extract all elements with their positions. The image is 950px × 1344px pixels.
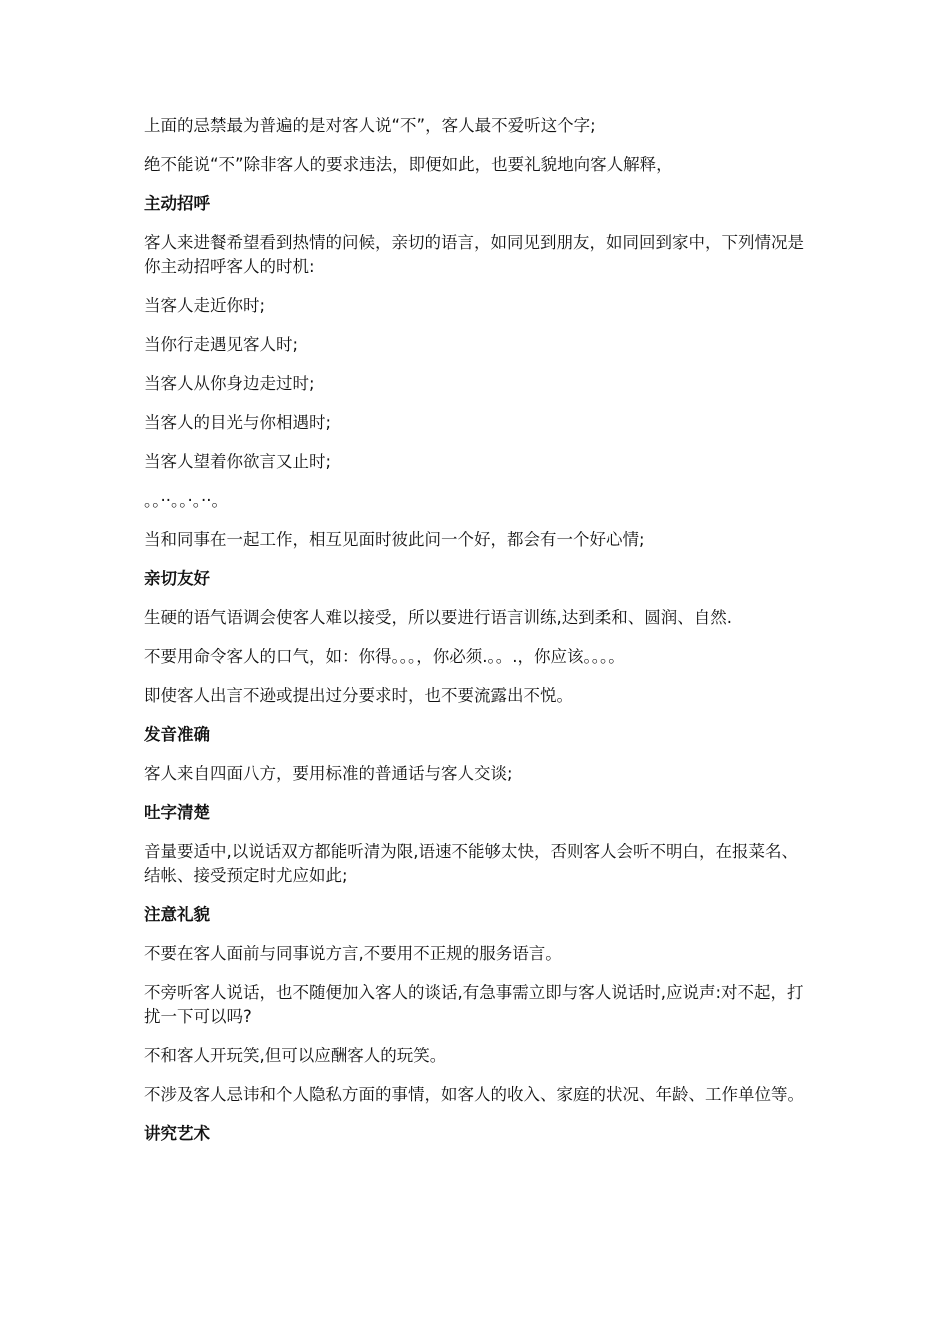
paragraph-occasion-5: 当客人望着你欲言又止时; [144,452,332,471]
heading-friendly: 亲切友好 [144,569,210,588]
paragraph-no-eavesdrop: 不旁听客人说话，也不随便加入客人的谈话,有急事需立即与客人说话时,应说声:对不起，打扰一下可以吗? [144,983,804,1026]
paragraph-greeting-occasions: 客人来进餐希望看到热情的问候，亲切的语言，如同见到朋友，如同回到家中，下列情况是你主动招呼客人的时机: [144,233,804,276]
paragraph-mandarin: 客人来自四面八方，要用标准的普通话与客人交谈; [144,764,513,783]
paragraph-occasion-2: 当你行走遇见客人时; [144,335,299,354]
heading-accurate-pronunciation: 发音准确 [144,725,210,744]
paragraph-tone-training: 生硬的语气语调会使客人难以接受，所以要进行语言训练,达到柔和、圆润、自然. [144,608,732,627]
paragraph-colleagues: 当和同事在一起工作，相互见面时彼此问一个好，都会有一个好心情; [144,530,645,549]
heading-clear-articulation: 吐字清楚 [144,803,210,822]
heading-art-of-speaking: 讲究艺术 [144,1124,210,1143]
paragraph-privacy: 不涉及客人忌讳和个人隐私方面的事情，如客人的收入、家庭的状况、年龄、工作单位等。 [144,1085,804,1104]
paragraph-volume-speed: 音量要适中,以说话双方都能听清为限,语速不能够太快，否则客人会听不明白，在报菜名、结帐、接受预定时尤应如此; [144,842,798,885]
paragraph-never-say-no: 上面的忌禁最为普遍的是对客人说“不”，客人最不爱听这个字; [144,116,596,135]
paragraph-no-commands: 不要用命令客人的口气，如：你得。。。，你必须.。。.，你应该。。。。 [144,647,625,666]
paragraph-occasion-4: 当客人的目光与你相遇时; [144,413,332,432]
paragraph-ellipsis: 。。··。。·。··。 [144,491,228,510]
paragraph-occasion-3: 当客人从你身边走过时; [144,374,315,393]
heading-greet-actively: 主动招呼 [144,194,210,213]
paragraph-no-displeasure: 即使客人出言不逊或提出过分要求时，也不要流露出不悦。 [144,686,573,705]
paragraph-occasion-1: 当客人走近你时; [144,296,266,315]
document-body [144,114,809,1161]
paragraph-no-dialect: 不要在客人面前与同事说方言,不要用不正规的服务语言。 [144,944,562,963]
heading-courtesy: 注意礼貌 [144,905,210,924]
paragraph-no-jokes: 不和客人开玩笑,但可以应酬客人的玩笑。 [144,1046,447,1065]
paragraph-explain-politely: 绝不能说“不”除非客人的要求违法，即便如此，也要礼貌地向客人解释， [144,155,673,174]
